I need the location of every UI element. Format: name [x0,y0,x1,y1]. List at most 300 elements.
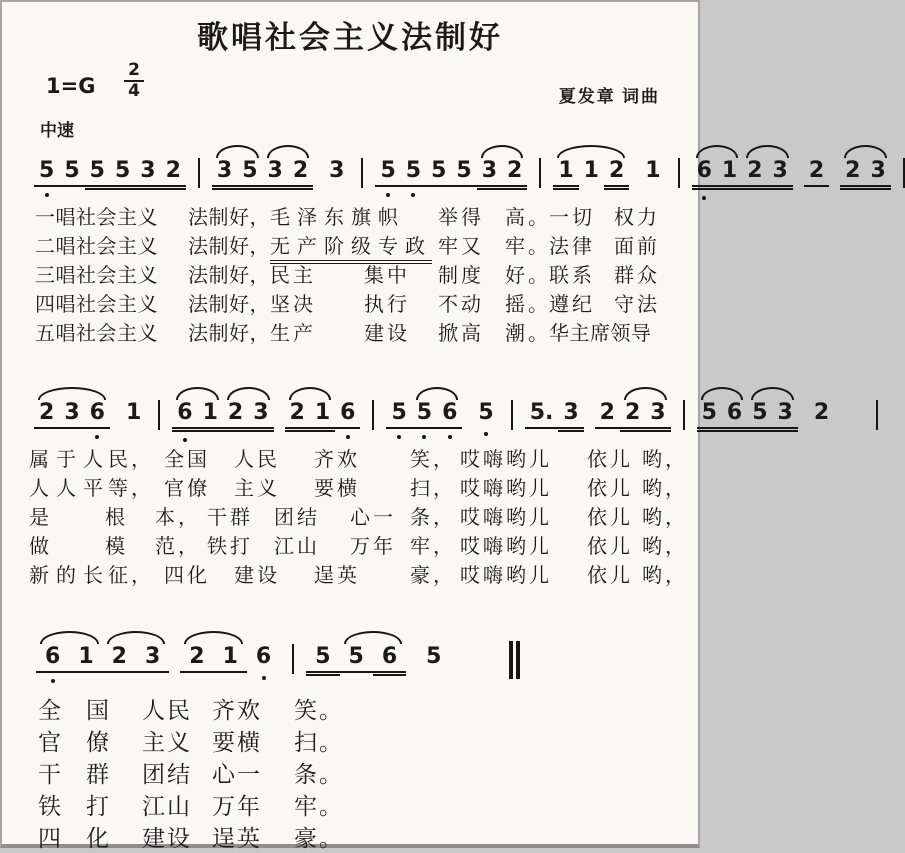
note-group [103,644,170,670]
note-group [742,158,793,184]
lyric-word: 一切 [549,207,595,229]
key-signature: 1=G [46,74,96,98]
lyric-word: 哎嗨哟儿 [460,565,552,587]
note-group [692,158,743,184]
lyric-word: 逞英 [314,565,360,587]
lyric-word: 僚 [86,730,111,755]
barline [876,400,878,430]
note: 3 [329,158,345,183]
note: 2 [742,158,767,184]
note-underline [558,430,583,432]
lyric-word: 民， [108,449,154,471]
song-title: 歌唱社会主义法制好 [197,20,503,55]
note-group [121,400,146,426]
note-underline [375,185,400,187]
note: 6 [437,400,462,426]
note: 3 [477,158,502,184]
lyric-word: 依儿 [587,536,633,558]
note-underline [412,427,437,429]
note: 3 [645,400,670,426]
note-underline [306,674,339,676]
lyric-word: 依儿 [587,449,633,471]
note: 5 [340,644,373,670]
note: 2 [180,644,213,670]
lyric-word: 哟， [642,449,688,471]
note-group [747,400,798,426]
note-underline [34,427,59,429]
time-signature [122,62,146,100]
note: 6 [36,644,69,670]
lyric-word: 哟， [642,507,688,529]
lyric-word: 笑。 [294,698,344,723]
lyric-word: 潮。 [505,323,551,345]
lyric-word: 建设 [364,323,410,345]
note-group [223,400,274,426]
lyric-word: 是 [29,507,52,529]
lyric-word: 遵纪 [549,294,595,316]
note: 5 [306,644,339,670]
verse-line [2,501,702,531]
lyric-word: 干 [38,762,63,787]
note-underline [426,185,451,187]
note-underline [553,188,578,190]
note-underline [373,671,406,673]
barline [511,400,513,430]
note-underline [212,185,237,187]
lyric-word: 齐欢 [212,698,262,723]
lyric-word: 条， [410,507,456,529]
octave-dot [397,435,401,439]
note-underline [386,427,411,429]
note-underline [69,671,102,673]
note-underline [263,185,288,187]
note-underline [697,427,722,429]
note-group [840,158,891,184]
note: 3 [136,644,169,670]
note-underline [768,188,793,190]
note-group [34,400,110,426]
final-barline-stroke [509,641,513,679]
lyric-word: 人民 [234,449,280,471]
note-underline [110,185,135,187]
note: 1 [553,158,578,184]
note-underline [373,674,406,676]
note-underline [135,185,160,187]
lyric-word: 团结 [142,762,192,787]
octave-dot [422,435,426,439]
note: 3 [212,158,237,184]
note: 1 [583,158,599,183]
note: 3 [558,400,583,426]
lyric-word: 干群 [207,507,253,529]
note-group [34,158,85,184]
octave-dot [95,435,99,439]
note-underline [161,188,186,190]
lyric-word: 集中 [364,265,410,287]
note-underline [288,188,313,190]
note-underline [310,430,335,432]
note-underline [288,185,313,187]
note: 2 [813,400,830,425]
note-underline [248,427,273,429]
verse-line [2,724,702,754]
lyric-word: 依儿 [587,565,633,587]
note-underline [36,671,69,673]
lyric-word: 法制好， [188,323,270,345]
note-group [386,400,411,426]
note: 2 [161,158,186,184]
lyric-word: 掀高 [438,323,484,345]
verse-line [2,230,702,260]
note-group [804,158,829,184]
note-underline [172,427,197,429]
lyric-word: 等， [108,478,154,500]
lyric-word: 一唱社会主义 [35,207,158,229]
verse-line [2,472,702,502]
lyric-word: 心一 [350,507,396,529]
composer-credit: 夏发章 词曲 [558,87,660,106]
lyric-word: 化 [86,826,111,851]
lyric-word: 不动 [438,294,484,316]
lyric-word: 江山 [274,536,320,558]
note-underline [620,427,645,429]
note: 5 [85,158,110,184]
note: 2 [34,400,59,426]
note-underline [553,185,578,187]
note-group [375,158,426,184]
verse-line [2,559,702,589]
note: 3 [248,400,273,426]
lyric-word: 四化 [164,565,210,587]
lyric-word: 扫， [410,478,456,500]
lyric-word: 要横 [314,478,360,500]
note: 5 [412,400,437,426]
octave-dot [448,435,452,439]
note-group [809,400,834,426]
verse-line [2,201,702,231]
lyric-word: 牢。 [505,236,551,258]
final-barline [506,641,520,679]
note-underline [401,185,426,187]
time-signature-numerator: 2 [128,60,140,80]
note-underline [620,430,645,432]
note-underline [85,188,110,190]
note-underline [59,427,84,429]
lyric-word: 哟， [642,478,688,500]
note: 5 [34,158,59,184]
note-underline [340,671,373,673]
lyric-word: 联系 [549,265,595,287]
note: 2 [285,400,310,426]
lyric-word: 哎嗨哟儿 [460,507,552,529]
note: 2 [595,400,620,426]
barline [158,400,160,430]
lyric-word: 齐欢 [314,449,360,471]
note-group [247,644,280,670]
note-group [324,158,349,184]
note-underline [172,430,197,432]
note-group [595,400,620,426]
note-underline [502,185,527,187]
lyric-word: 依儿 [587,507,633,529]
final-barline-stroke [516,641,520,679]
note-underline [747,430,772,432]
lyric-word: 全国 [164,449,210,471]
note-group [640,158,665,184]
note: 1 [198,400,223,426]
note: 6 [373,644,406,670]
lyric-word: 四唱社会主义 [35,294,158,316]
note: 5 [237,158,262,184]
note-underline [525,427,559,429]
note-underline [558,427,583,429]
note-underline [502,188,527,190]
lyric-word: 本， [155,507,201,529]
lyric-word: 豪， [410,565,456,587]
lyric-word: 民主 [270,265,316,287]
note: 5 [426,158,451,184]
lyric-word: 人人平 [29,478,110,500]
lyric-word: 坚决 [270,294,316,316]
note-underline [742,185,767,187]
note-underline [136,671,169,673]
note-group [473,400,498,426]
lyric-word: 全 [38,698,63,723]
note: 5. [525,400,559,426]
note: 5 [473,400,498,426]
lyric-word: 牢， [410,536,456,558]
lyric-word: 主义 [142,730,192,755]
lyric-word: 法制好， [188,265,270,287]
verse-line [2,443,702,473]
note-underline [103,671,136,673]
lyric-word: 主义 [234,478,280,500]
note-group [340,644,407,670]
barline [903,158,905,188]
note-underline [161,185,186,187]
note-underline [804,185,829,187]
note-underline [768,185,793,187]
note: 1 [69,644,102,670]
verse-line [2,259,702,289]
note-group [306,644,339,670]
note-underline [85,185,110,187]
note-group [620,400,671,426]
note-group [426,158,477,184]
lyric-word: 五唱社会主义 [35,323,158,345]
note-underline [437,427,462,429]
note: 2 [804,158,829,184]
note: 3 [59,400,84,426]
octave-dot [484,432,488,436]
barline [361,158,363,188]
note: 1 [717,158,742,184]
note: 5 [59,158,84,184]
note: 3 [768,158,793,184]
notation-line-2 [34,384,878,430]
note-group [335,400,360,426]
barline [292,644,294,674]
octave-dot [51,679,55,683]
lyric-word: 牢。 [294,794,344,819]
lyric-word: 打 [86,794,111,819]
lyric-word: 哎嗨哟儿 [460,536,552,558]
note: 6 [172,400,197,426]
note-group [553,158,629,184]
note-underline [237,188,262,190]
lyric-word: 新的长 [29,565,110,587]
octave-dot [702,196,706,200]
lyric-word: 制度 [438,265,484,287]
verse-line [2,820,702,850]
lyric-word: 征， [108,565,154,587]
note: 1 [214,644,247,670]
lyric-word: 范， [155,536,201,558]
lyric-word: 扫。 [294,730,344,755]
verse-line [2,288,702,318]
note-underline [604,188,629,190]
lyric-word: 权力 [614,207,660,229]
lyric-word: 要横 [212,730,262,755]
lyric-word: 面前 [614,236,660,258]
lyric-word: 法制好， [188,294,270,316]
verse-line [2,530,702,560]
lyric-word: 逞英 [212,826,262,851]
note-underline [310,427,335,429]
note-underline [285,427,310,429]
lyric-word: 笑， [410,449,456,471]
lyric-word: 国 [86,698,111,723]
note-underline [214,671,247,673]
note-group [263,158,314,184]
notation-line-3 [36,628,520,679]
note-group [477,158,528,184]
note-underline [198,427,223,429]
note: 5 [110,158,135,184]
note-underline [604,185,629,187]
note-underline [840,185,865,187]
note-underline [212,188,237,190]
note-underline [85,427,110,429]
lyric-word: 人民 [142,698,192,723]
note: 1 [125,400,142,425]
note: 2 [502,158,527,184]
lyric-word: 做 [29,536,52,558]
note-underline [180,671,213,673]
note: 1 [310,400,335,426]
note-underline [645,430,670,432]
note-underline [335,427,360,429]
note-underline [865,185,890,187]
lyric-word: 牢又 [438,236,484,258]
note-underline [223,427,248,429]
lyric-word: 哎嗨哟儿 [460,478,552,500]
octave-dot [411,193,415,197]
note: 3 [263,158,288,184]
lyric-word: 江山 [142,794,192,819]
lyric-word: 守法 [614,294,660,316]
barline [539,158,541,188]
note-group [180,644,247,670]
lyric-word: 依儿 [587,478,633,500]
lyric-word: 三唱社会主义 [35,265,158,287]
note-group [212,158,263,184]
note-underline [285,430,310,432]
lyric-word: 群众 [614,265,660,287]
note-underline [840,188,865,190]
note: 2 [620,400,645,426]
note: 2 [103,644,136,670]
note-underline [59,185,84,187]
note: 5 [426,644,442,669]
lyric-word: 高。 [505,207,551,229]
note-underline [34,185,59,187]
lyric-word: 华主席领导 [549,323,652,345]
note-underline [692,185,717,187]
lyric-word-underlined: 无产阶级专政 [270,230,432,264]
lyric-word: 官僚 [164,478,210,500]
lyric-word: 哟， [642,536,688,558]
note-underline [773,430,798,432]
note-group [172,400,223,426]
note: 6 [85,400,110,426]
note: 3 [773,400,798,426]
note-underline [773,427,798,429]
verse-line [2,692,702,722]
note: 2 [840,158,865,184]
lyric-word: 建设 [234,565,280,587]
note-group [412,400,463,426]
lyric-word: 举得 [438,207,484,229]
note-underline [717,185,742,187]
note-underline [747,427,772,429]
lyric-word: 心一 [212,762,262,787]
note: 6 [335,400,360,426]
note-underline [692,188,717,190]
note-group [697,400,748,426]
note: 5 [401,158,426,184]
note: 3 [135,158,160,184]
lyric-word: 生产 [270,323,316,345]
verse-line [2,756,702,786]
note: 6 [247,644,280,670]
note: 3 [865,158,890,184]
note: 5 [451,158,476,184]
note: 1 [645,158,661,183]
note-underline [645,427,670,429]
lyric-word: 法律 [549,236,595,258]
note: 5 [386,400,411,426]
lyric-word: 四 [38,826,63,851]
lyric-word: 条。 [294,762,344,787]
barline [372,400,374,430]
verse-line [2,788,702,818]
note-underline [742,188,767,190]
lyric-word: 万年 [350,536,396,558]
note-underline [110,188,135,190]
note-underline [477,185,502,187]
note: 6 [722,400,747,426]
note-underline [477,188,502,190]
lyric-word: 法制好， [188,236,270,258]
note-group [525,400,584,426]
note: 2 [288,158,313,184]
lyric-word: 铁打 [207,536,253,558]
note-underline [223,430,248,432]
note-underline [451,185,476,187]
note-underline [198,430,223,432]
lyric-word: 团结 [274,507,320,529]
